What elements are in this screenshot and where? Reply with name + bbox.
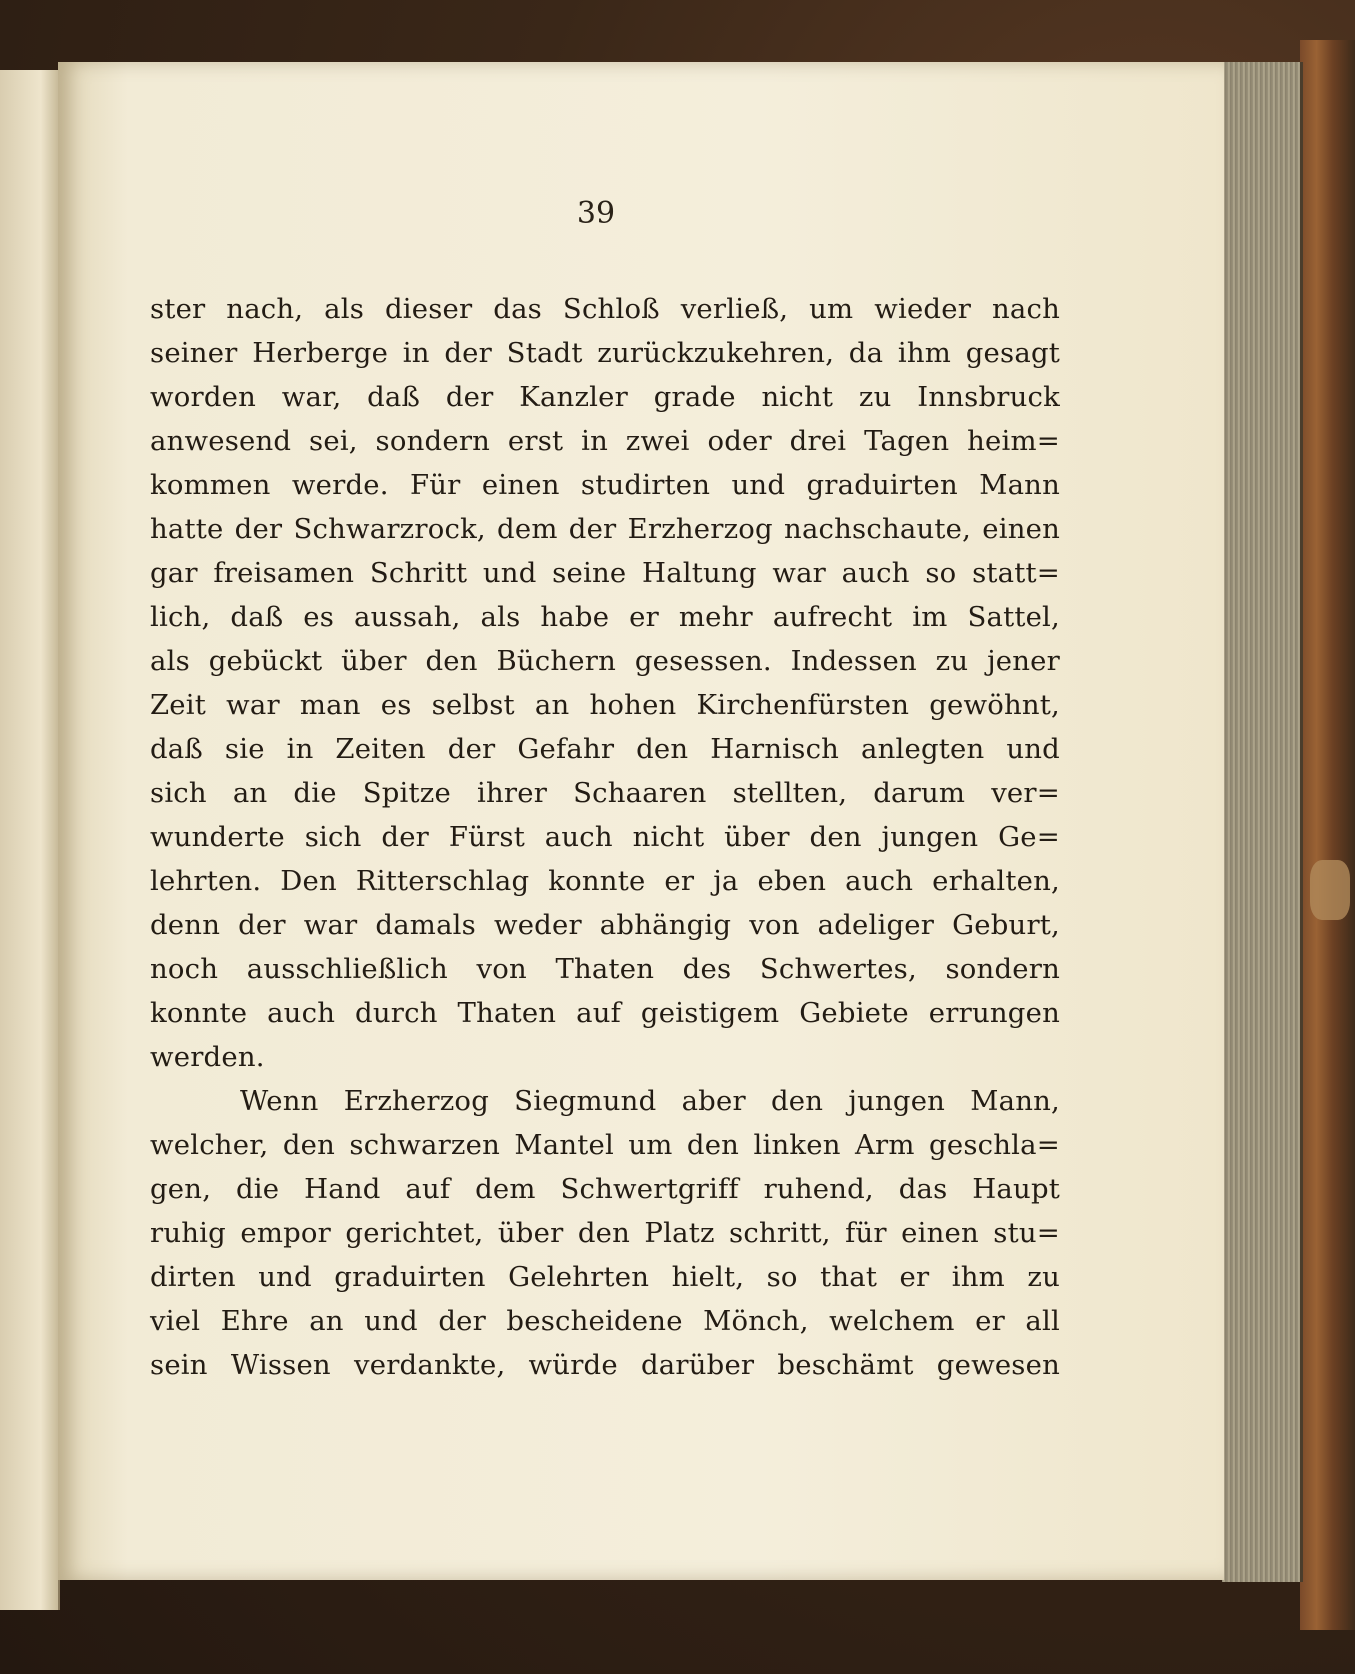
text-line: noch ausschließlich von Thaten des Schwertes, sondern: [150, 953, 1060, 985]
left-page-edge: [0, 70, 60, 1610]
text-line: viel Ehre an und der bescheidene Mönch, welchem er all: [150, 1305, 1060, 1337]
page-fore-edge: [1222, 62, 1303, 1582]
text-line: daß sie in Zeiten der Gefahr den Harnisch anlegten und: [150, 733, 1060, 765]
text-line: lich, daß es aussah, als habe er mehr aufrecht im Sattel,: [150, 601, 1060, 633]
text-line: sein Wissen verdankte, würde darüber beschämt gewesen: [150, 1349, 1060, 1381]
text-line: kommen werde. Für einen studirten und graduirten Mann: [150, 469, 1060, 501]
text-line: dirten und graduirten Gelehrten hielt, so that er ihm zu: [150, 1261, 1060, 1293]
book-cover-leather: [1300, 40, 1355, 1630]
text-line: wunderte sich der Fürst auch nicht über den jungen Ge=: [150, 821, 1060, 853]
text-line: ster nach, als dieser das Schloß verließ, um wieder nach: [150, 293, 1060, 325]
text-line: gar freisamen Schritt und seine Haltung war auch so statt=: [150, 557, 1060, 589]
text-line: denn der war damals weder abhängig von adeliger Geburt,: [150, 909, 1060, 941]
text-line: als gebückt über den Büchern gesessen. Indessen zu jener: [150, 645, 1060, 677]
text-line: konnte auch durch Thaten auf geistigem Gebiete errungen: [150, 997, 1060, 1029]
text-line: werden.: [150, 1041, 265, 1073]
text-line: Zeit war man es selbst an hohen Kirchenfürsten gewöhnt,: [150, 689, 1060, 721]
text-line-paragraph-start: Wenn Erzherzog Siegmund aber den jungen Mann,: [240, 1085, 1060, 1117]
text-line: sich an die Spitze ihrer Schaaren stellten, darum ver=: [150, 777, 1060, 809]
page-number: 39: [576, 196, 616, 231]
cover-wear-patch: [1310, 860, 1350, 920]
text-line: gen, die Hand auf dem Schwertgriff ruhend, das Haupt: [150, 1173, 1060, 1205]
text-line: worden war, daß der Kanzler grade nicht zu Innsbruck: [150, 381, 1060, 413]
text-line: lehrten. Den Ritterschlag konnte er ja eben auch erhalten,: [150, 865, 1060, 897]
text-line: hatte der Schwarzrock, dem der Erzherzog nachschaute, einen: [150, 513, 1060, 545]
text-line: seiner Herberge in der Stadt zurückzukehren, da ihm gesagt: [150, 337, 1060, 369]
text-line: anwesend sei, sondern erst in zwei oder drei Tagen heim=: [150, 425, 1060, 457]
text-line: welcher, den schwarzen Mantel um den linken Arm geschla=: [150, 1129, 1060, 1161]
text-line: ruhig empor gerichtet, über den Platz schritt, für einen stu=: [150, 1217, 1060, 1249]
body-text: [150, 287, 1060, 1387]
